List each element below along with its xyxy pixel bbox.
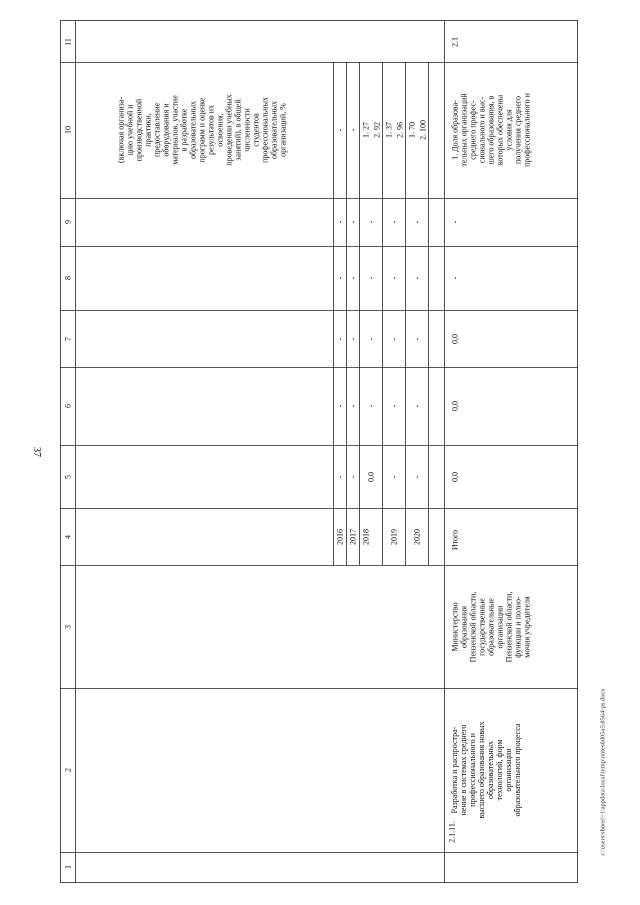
cell-col9: -: [366, 220, 376, 224]
executor-line: Пензенской области,: [504, 591, 514, 663]
executor-line: функции и полно-: [513, 596, 523, 658]
indicator-line: профессиональных: [260, 97, 270, 163]
rotated-table: [60, 20, 578, 883]
indicator-line: численности: [242, 108, 252, 152]
col-header-9: 9: [63, 220, 73, 224]
item-indicator-line: тельных организаций: [459, 93, 469, 167]
cell-col7: -: [366, 337, 376, 341]
indicator-line: предоставление: [152, 102, 162, 158]
item-name: [450, 721, 522, 818]
footer-file-path: c:\users\sborei~1\appdata\local\temp\notes6d05a5\8564-ps.docx: [599, 688, 607, 856]
cell-col7: -: [335, 337, 345, 341]
executor-line: мочия учредителя: [522, 596, 532, 658]
indicator-line: образовательных: [269, 100, 279, 160]
col-header-10: 10: [63, 126, 73, 134]
indicator-line: (включая организа-: [116, 96, 126, 164]
item-col11: 2.1: [450, 37, 460, 47]
col-header-2: 2: [63, 768, 73, 772]
cell-col6: -: [366, 404, 376, 408]
indicator-line: производственной: [134, 98, 144, 162]
cell-col6: -: [335, 404, 345, 408]
indicator-line: материалов, участие: [170, 95, 180, 165]
indicator-line: оборудования и: [161, 103, 171, 157]
cell-col5: -: [389, 475, 399, 479]
indicator-continued-text: [117, 94, 288, 165]
indicator-line: в разработке: [179, 108, 189, 152]
executor-line: организации: [495, 605, 505, 649]
col-header-5: 5: [63, 475, 73, 479]
indicator-line: освоения,: [215, 113, 225, 147]
item-name-line: образовательных: [486, 740, 495, 800]
cell-col10: 2. 100: [418, 120, 428, 140]
page-number: 37: [31, 447, 42, 457]
item-indicator-line: получения среднего: [513, 96, 523, 164]
cell-col6: -: [412, 404, 422, 408]
col-header-3: 3: [63, 625, 73, 629]
cell-col10: 1. 37: [384, 122, 394, 138]
item-name-line: образовательного процесса: [513, 723, 522, 817]
indicator-line: проведении учебных: [224, 94, 234, 166]
cell-col10: 2. 92: [372, 122, 382, 138]
cell-col7: -: [412, 337, 422, 341]
item-col7: 0,0: [450, 334, 460, 344]
indicator-line: программ и оценке: [197, 97, 207, 163]
cell-col9: -: [348, 220, 358, 224]
item-indicator-line: 1. Доля образова-: [450, 100, 460, 160]
indicator-line: результатов их: [206, 104, 216, 156]
col-header-4: 4: [63, 535, 73, 539]
year-label: 2017: [348, 529, 358, 545]
executor-line: образовательные: [486, 598, 496, 656]
col-header-11: 11: [63, 38, 73, 46]
cell-col9: -: [335, 220, 345, 224]
cell-col8: -: [389, 276, 399, 280]
indicator-line: практики,: [143, 113, 153, 147]
indicator-line: организаций, %: [278, 103, 288, 157]
cell-col10: 1. 27: [361, 122, 371, 138]
item-col8: -: [450, 276, 460, 280]
cell-col9: -: [412, 220, 422, 224]
col-header-8: 8: [63, 276, 73, 280]
col-header-1: 1: [63, 865, 73, 869]
cell-col5: -: [348, 475, 358, 479]
col-header-6: 6: [63, 404, 73, 408]
year-label: 2018: [361, 529, 371, 545]
cell-col5: -: [335, 475, 345, 479]
cell-col7: -: [348, 337, 358, 341]
col-header-7: 7: [63, 337, 73, 341]
item-col5: 0,0: [450, 472, 460, 482]
item-indicator: [451, 93, 532, 167]
executor-line: государственные: [477, 598, 487, 656]
item-indicator-line: шего образования, в: [486, 95, 496, 165]
cell-col8: -: [412, 276, 422, 280]
cell-col10: 1. 70: [407, 122, 417, 138]
item-executor: [451, 592, 532, 663]
indicator-line: цию учебной и: [125, 104, 135, 156]
cell-col9: -: [389, 220, 399, 224]
item-number: 2.1.11.: [447, 821, 457, 843]
item-name-line: нение в системах среднего: [459, 724, 468, 816]
year-label: 2016: [335, 529, 345, 545]
executor-line: образования: [459, 605, 469, 649]
item-name-line: высшего образования новых: [477, 721, 486, 819]
item-indicator-line: сионального и выс-: [477, 96, 487, 164]
item-period: Итого: [450, 529, 460, 551]
cell-col8: -: [348, 276, 358, 280]
executor-line: Министерство: [450, 602, 460, 652]
cell-col8: -: [366, 276, 376, 280]
indicator-line: студентов: [251, 113, 261, 147]
cell-col10: -: [348, 128, 358, 132]
cell-col8: -: [335, 276, 345, 280]
year-label: 2019: [389, 529, 399, 545]
item-name-line: профессионального и: [468, 733, 477, 807]
item-name-line: технологий, форм: [495, 739, 504, 801]
indicator-line: образовательных: [188, 100, 198, 160]
item-indicator-line: которых обеспечены: [495, 94, 505, 166]
indicator-line: занятий), в общей: [233, 99, 243, 161]
item-col9: -: [450, 220, 460, 224]
item-name-line: Разработка и распростра-: [450, 726, 459, 814]
cell-col6: -: [389, 404, 399, 408]
year-label: 2020: [412, 529, 422, 545]
cell-col5: 0,0: [366, 472, 376, 482]
cell-col7: -: [389, 337, 399, 341]
cell-col10: -: [335, 128, 345, 132]
item-indicator-line: профессионального и: [522, 93, 532, 167]
item-indicator-line: среднего профес-: [468, 100, 478, 160]
cell-col10: 2. 96: [395, 122, 405, 138]
item-col6: 0,0: [450, 401, 460, 411]
cell-col6: -: [348, 404, 358, 408]
item-name-line: организации: [504, 748, 513, 792]
item-indicator-line: условия для: [504, 109, 514, 151]
cell-col5: -: [412, 475, 422, 479]
executor-line: Пензенской области,: [468, 591, 478, 663]
